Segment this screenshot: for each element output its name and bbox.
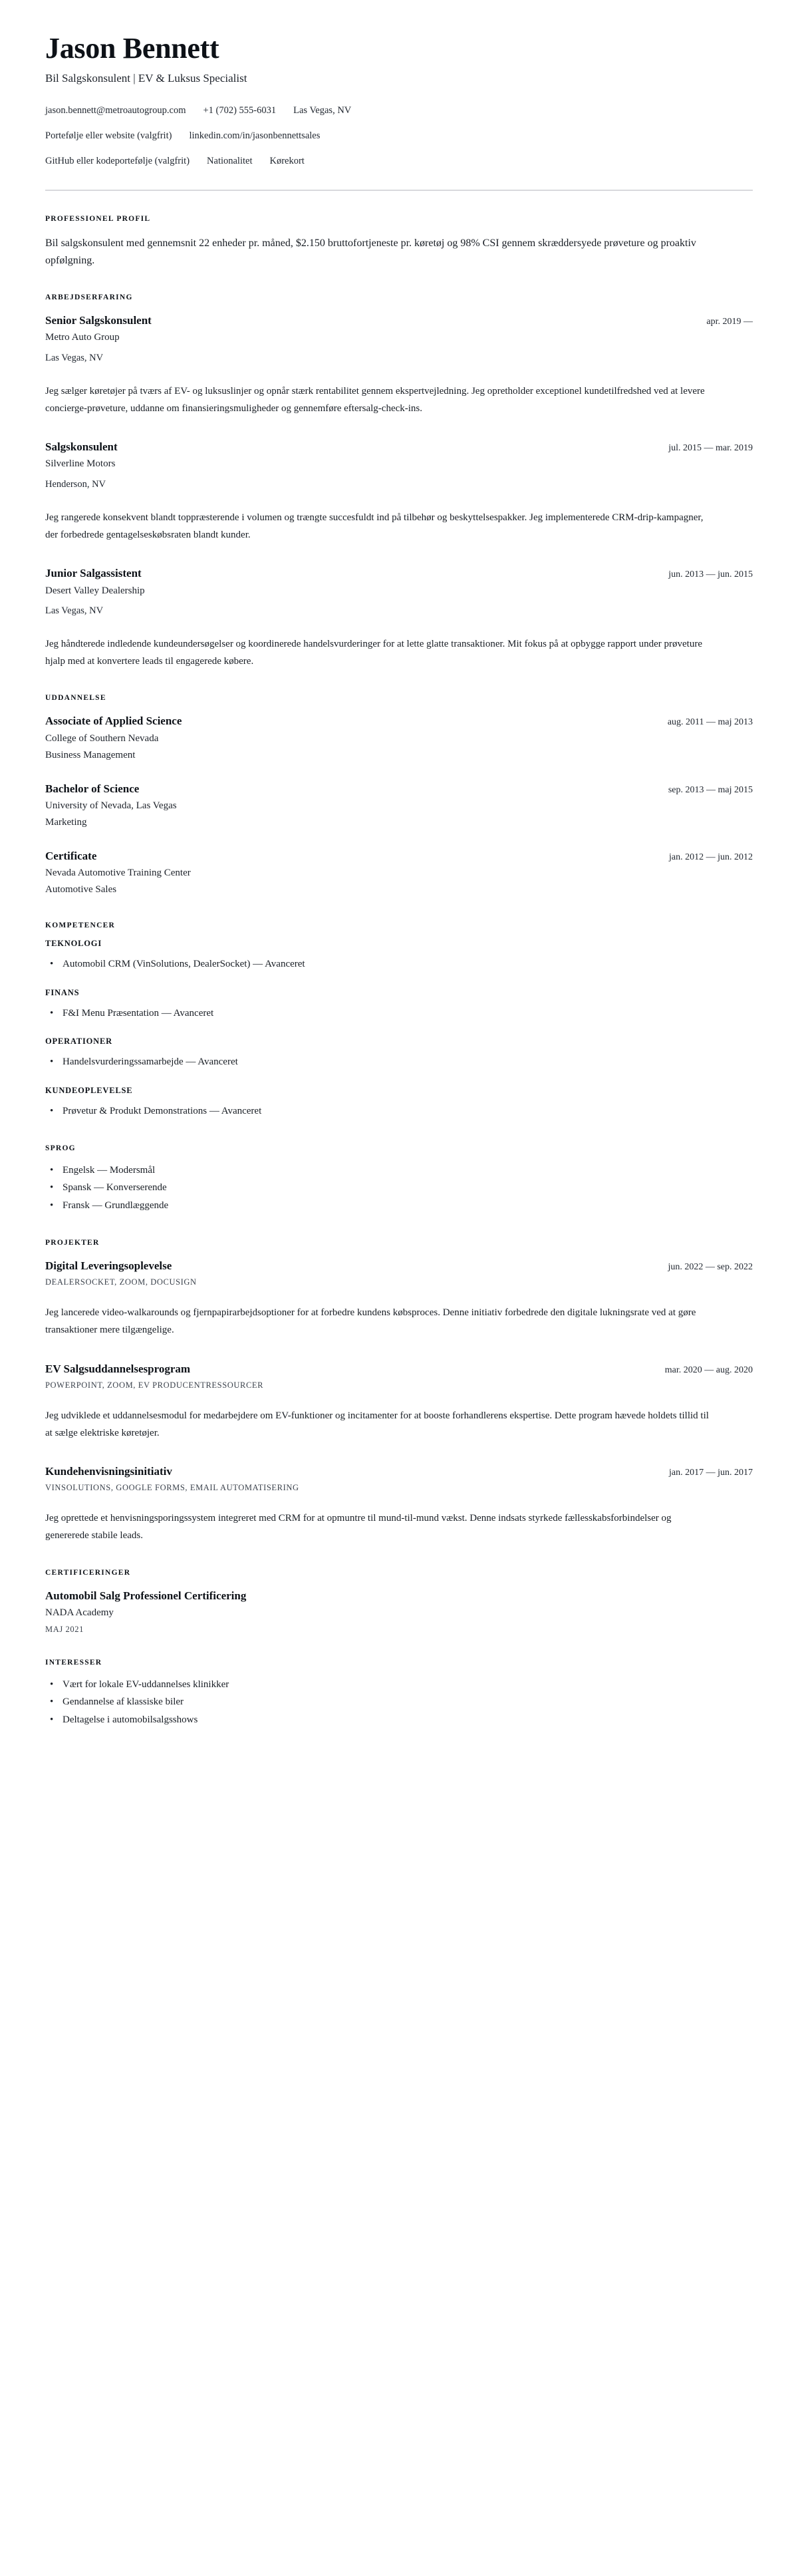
contact-nationality-placeholder[interactable]: Nationalitet — [207, 155, 253, 166]
experience-company: Silverline Motors — [45, 458, 116, 470]
education-date: jan. 2012 — jun. 2012 — [669, 852, 753, 862]
profile-summary: Bil salgskonsulent med gennemsnit 22 enheder pr. måned, $2.150 bruttofortjeneste pr. køretøj og 98% CSI gennem skræddersyede prøveture og proaktiv opfølgning. — [45, 238, 696, 267]
skill-group — [45, 1086, 753, 1120]
experience-date: jun. 2013 — jun. 2015 — [668, 569, 753, 580]
candidate-name: Jason Bennett — [45, 32, 219, 65]
project-tools: POWERPOINT, ZOOM, EV PRODUCENTRESSOURCER — [45, 1380, 264, 1390]
section-skills — [45, 921, 753, 1120]
experience-location: Las Vegas, NV — [45, 605, 104, 617]
experience-date: apr. 2019 — — [706, 317, 753, 327]
education-entry — [45, 782, 753, 830]
contact-row-links — [45, 129, 753, 144]
education-entry-head — [45, 714, 753, 728]
skill-item: • F&I Menu Præsentation — Avanceret — [45, 1005, 753, 1023]
skill-group-name: OPERATIONER — [45, 1037, 112, 1046]
education-date: sep. 2013 — maj 2015 — [668, 784, 753, 795]
interest-item: • Deltagelse i automobilsalgsshows — [45, 1711, 753, 1729]
experience-company: Metro Auto Group — [45, 332, 120, 343]
project-entry-head — [45, 1259, 753, 1273]
certification-issuer: NADA Academy — [45, 1607, 114, 1619]
education-field: Marketing — [45, 817, 87, 828]
skill-item: • Handelsvurderingssamarbejde — Avanceret — [45, 1053, 753, 1071]
section-experience — [45, 293, 753, 670]
language-item: • Fransk — Grundlæggende — [45, 1197, 753, 1215]
section-title-interests: INTERESSER — [45, 1658, 102, 1667]
interest-item: • Gendannelse af klassiske biler — [45, 1693, 753, 1711]
contact-location: Las Vegas, NV — [293, 105, 352, 116]
section-title-skills: KOMPETENCER — [45, 921, 116, 929]
experience-entry — [45, 440, 753, 544]
contact-email[interactable]: jason.bennett@metroautogroup.com — [45, 105, 186, 116]
experience-role: Junior Salgassistent — [45, 567, 142, 580]
experience-location: Las Vegas, NV — [45, 352, 104, 363]
skill-item: • Prøvetur & Produkt Demonstrations — Avanceret — [45, 1102, 753, 1120]
section-interests — [45, 1659, 753, 1729]
contact-phone[interactable]: +1 (702) 555-6031 — [203, 105, 277, 116]
experience-company: Desert Valley Dealership — [45, 585, 145, 596]
skill-group — [45, 939, 753, 973]
contact-github-placeholder[interactable]: GitHub eller kodeportefølje (valgfrit) — [45, 155, 190, 166]
certification-name: Automobil Salg Professionel Certificering — [45, 1589, 247, 1603]
contact-portfolio-placeholder[interactable]: Portefølje eller website (valgfrit) — [45, 130, 172, 141]
project-entry — [45, 1464, 753, 1545]
experience-entry — [45, 566, 753, 670]
project-date: mar. 2020 — aug. 2020 — [664, 1365, 753, 1375]
project-description: Jeg lancerede video-walkarounds og fjernpapirarbejdsoptioner for at forbedre kundens købsproces. Denne initiativ forbedrede den digitale lukningsrate ved at gøre transaktioner mere tilgængelige. — [45, 1307, 696, 1335]
experience-entry-head — [45, 313, 753, 328]
certification-date: MAJ 2021 — [45, 1624, 84, 1634]
education-entry — [45, 849, 753, 897]
section-title-languages: SPROG — [45, 1144, 76, 1152]
experience-date: jul. 2015 — mar. 2019 — [668, 443, 753, 454]
header-divider — [45, 190, 753, 191]
skill-group-name: TEKNOLOGI — [45, 938, 102, 948]
experience-location: Henderson, NV — [45, 478, 106, 490]
candidate-headline: Bil Salgskonsulent | EV & Luksus Specialist — [45, 72, 247, 85]
project-entry-head — [45, 1362, 753, 1376]
experience-description: Jeg rangerede konsekvent blandt toppræsterende i volumen og trængte succesfuldt ind på tilbehør og beskyttelsespakker. Jeg implementerede CRM-drip-kampagner, der forbedrede gentagelseskøbsraten blandt kunder. — [45, 512, 704, 540]
skill-list — [45, 955, 753, 973]
project-date: jan. 2017 — jun. 2017 — [669, 1468, 753, 1478]
contact-driving-license-placeholder[interactable]: Kørekort — [269, 155, 305, 166]
project-entry — [45, 1259, 753, 1339]
education-entry — [45, 714, 753, 762]
section-title-certifications: CERTIFICERINGER — [45, 1569, 131, 1577]
skill-group-name: KUNDEOPLEVELSE — [45, 1085, 133, 1095]
interest-list — [45, 1676, 753, 1729]
language-list — [45, 1162, 753, 1215]
section-title-experience: ARBEJDSERFARING — [45, 293, 133, 302]
skill-group-name: FINANS — [45, 987, 80, 997]
education-degree: Associate of Applied Science — [45, 715, 182, 728]
project-date: jun. 2022 — sep. 2022 — [668, 1261, 753, 1272]
education-degree: Bachelor of Science — [45, 782, 140, 795]
skill-list — [45, 1053, 753, 1071]
experience-description: Jeg håndterede indledende kundeundersøgelser og koordinerede handelsvurderinger for at lette glatte transaktioner. Mit fokus på at opbygge rapport under prøveture hjalp med at konvertere leads til engagerede købere. — [45, 638, 702, 667]
skill-group — [45, 1037, 753, 1071]
certification-entry — [45, 1589, 753, 1635]
skill-list — [45, 1005, 753, 1023]
project-tools: DEALERSOCKET, ZOOM, DOCUSIGN — [45, 1277, 197, 1287]
education-entry-head — [45, 782, 753, 796]
project-entry-head — [45, 1464, 753, 1479]
education-date: aug. 2011 — maj 2013 — [667, 717, 753, 728]
education-school: College of Southern Nevada — [45, 732, 159, 744]
project-description: Jeg udviklede et uddannelsesmodul for medarbejdere om EV-funktioner og incitamenter for at booste forhandlerens ekspertise. Dette program hævede holdets tillid til at sælge elektriske køretøjer. — [45, 1410, 709, 1438]
section-profile — [45, 215, 753, 269]
experience-entry-head — [45, 440, 753, 454]
education-field: Automotive Sales — [45, 884, 117, 895]
project-name: Digital Leveringsoplevelse — [45, 1259, 172, 1272]
experience-entry-head — [45, 566, 753, 581]
section-title-education: UDDANNELSE — [45, 694, 106, 703]
contact-row-primary — [45, 104, 753, 118]
section-education — [45, 694, 753, 897]
contact-row-extra — [45, 154, 753, 169]
section-projects — [45, 1239, 753, 1545]
experience-entry — [45, 313, 753, 417]
project-description: Jeg oprettede et henvisningsporingssystem integreret med CRM for at opmuntre til mund-til-mund vækst. Denne indsats styrkede fællesskabsforbindelser og genererede stabile leads. — [45, 1513, 672, 1541]
language-item: • Engelsk — Modersmål — [45, 1162, 753, 1180]
education-degree: Certificate — [45, 849, 97, 862]
section-title-projects: PROJEKTER — [45, 1238, 100, 1247]
project-name: Kundehenvisningsinitiativ — [45, 1465, 172, 1478]
contact-linkedin[interactable]: linkedin.com/in/jasonbennettsales — [189, 130, 321, 141]
section-certifications — [45, 1569, 753, 1635]
education-entry-head — [45, 849, 753, 864]
language-item: • Spansk — Konverserende — [45, 1179, 753, 1197]
education-school: University of Nevada, Las Vegas — [45, 800, 177, 811]
project-tools: VINSOLUTIONS, GOOGLE FORMS, EMAIL AUTOMATISERING — [45, 1483, 299, 1493]
interest-item: • Vært for lokale EV-uddannelses klinikker — [45, 1676, 753, 1694]
skill-item: • Automobil CRM (VinSolutions, DealerSocket) — Avanceret — [45, 955, 753, 973]
experience-description: Jeg sælger køretøjer på tværs af EV- og luksuslinjer og opnår stærk rentabilitet gennem ekspertvejledning. Jeg opretholder exceptionel kundetilfredshed ved at levere concierge-prøveture, uddanne om finansieringsmuligheder og gennemføre eftersalg-check-ins. — [45, 385, 705, 414]
skill-list — [45, 1102, 753, 1120]
resume-header — [45, 32, 753, 191]
skill-group — [45, 988, 753, 1023]
education-field: Business Management — [45, 750, 136, 761]
project-entry — [45, 1362, 753, 1442]
experience-role: Senior Salgskonsulent — [45, 314, 152, 327]
section-title-profile: PROFESSIONEL PROFIL — [45, 215, 151, 224]
project-name: EV Salgsuddannelsesprogram — [45, 1362, 191, 1375]
experience-role: Salgskonsulent — [45, 440, 118, 454]
education-school: Nevada Automotive Training Center — [45, 867, 191, 878]
section-languages — [45, 1144, 753, 1215]
